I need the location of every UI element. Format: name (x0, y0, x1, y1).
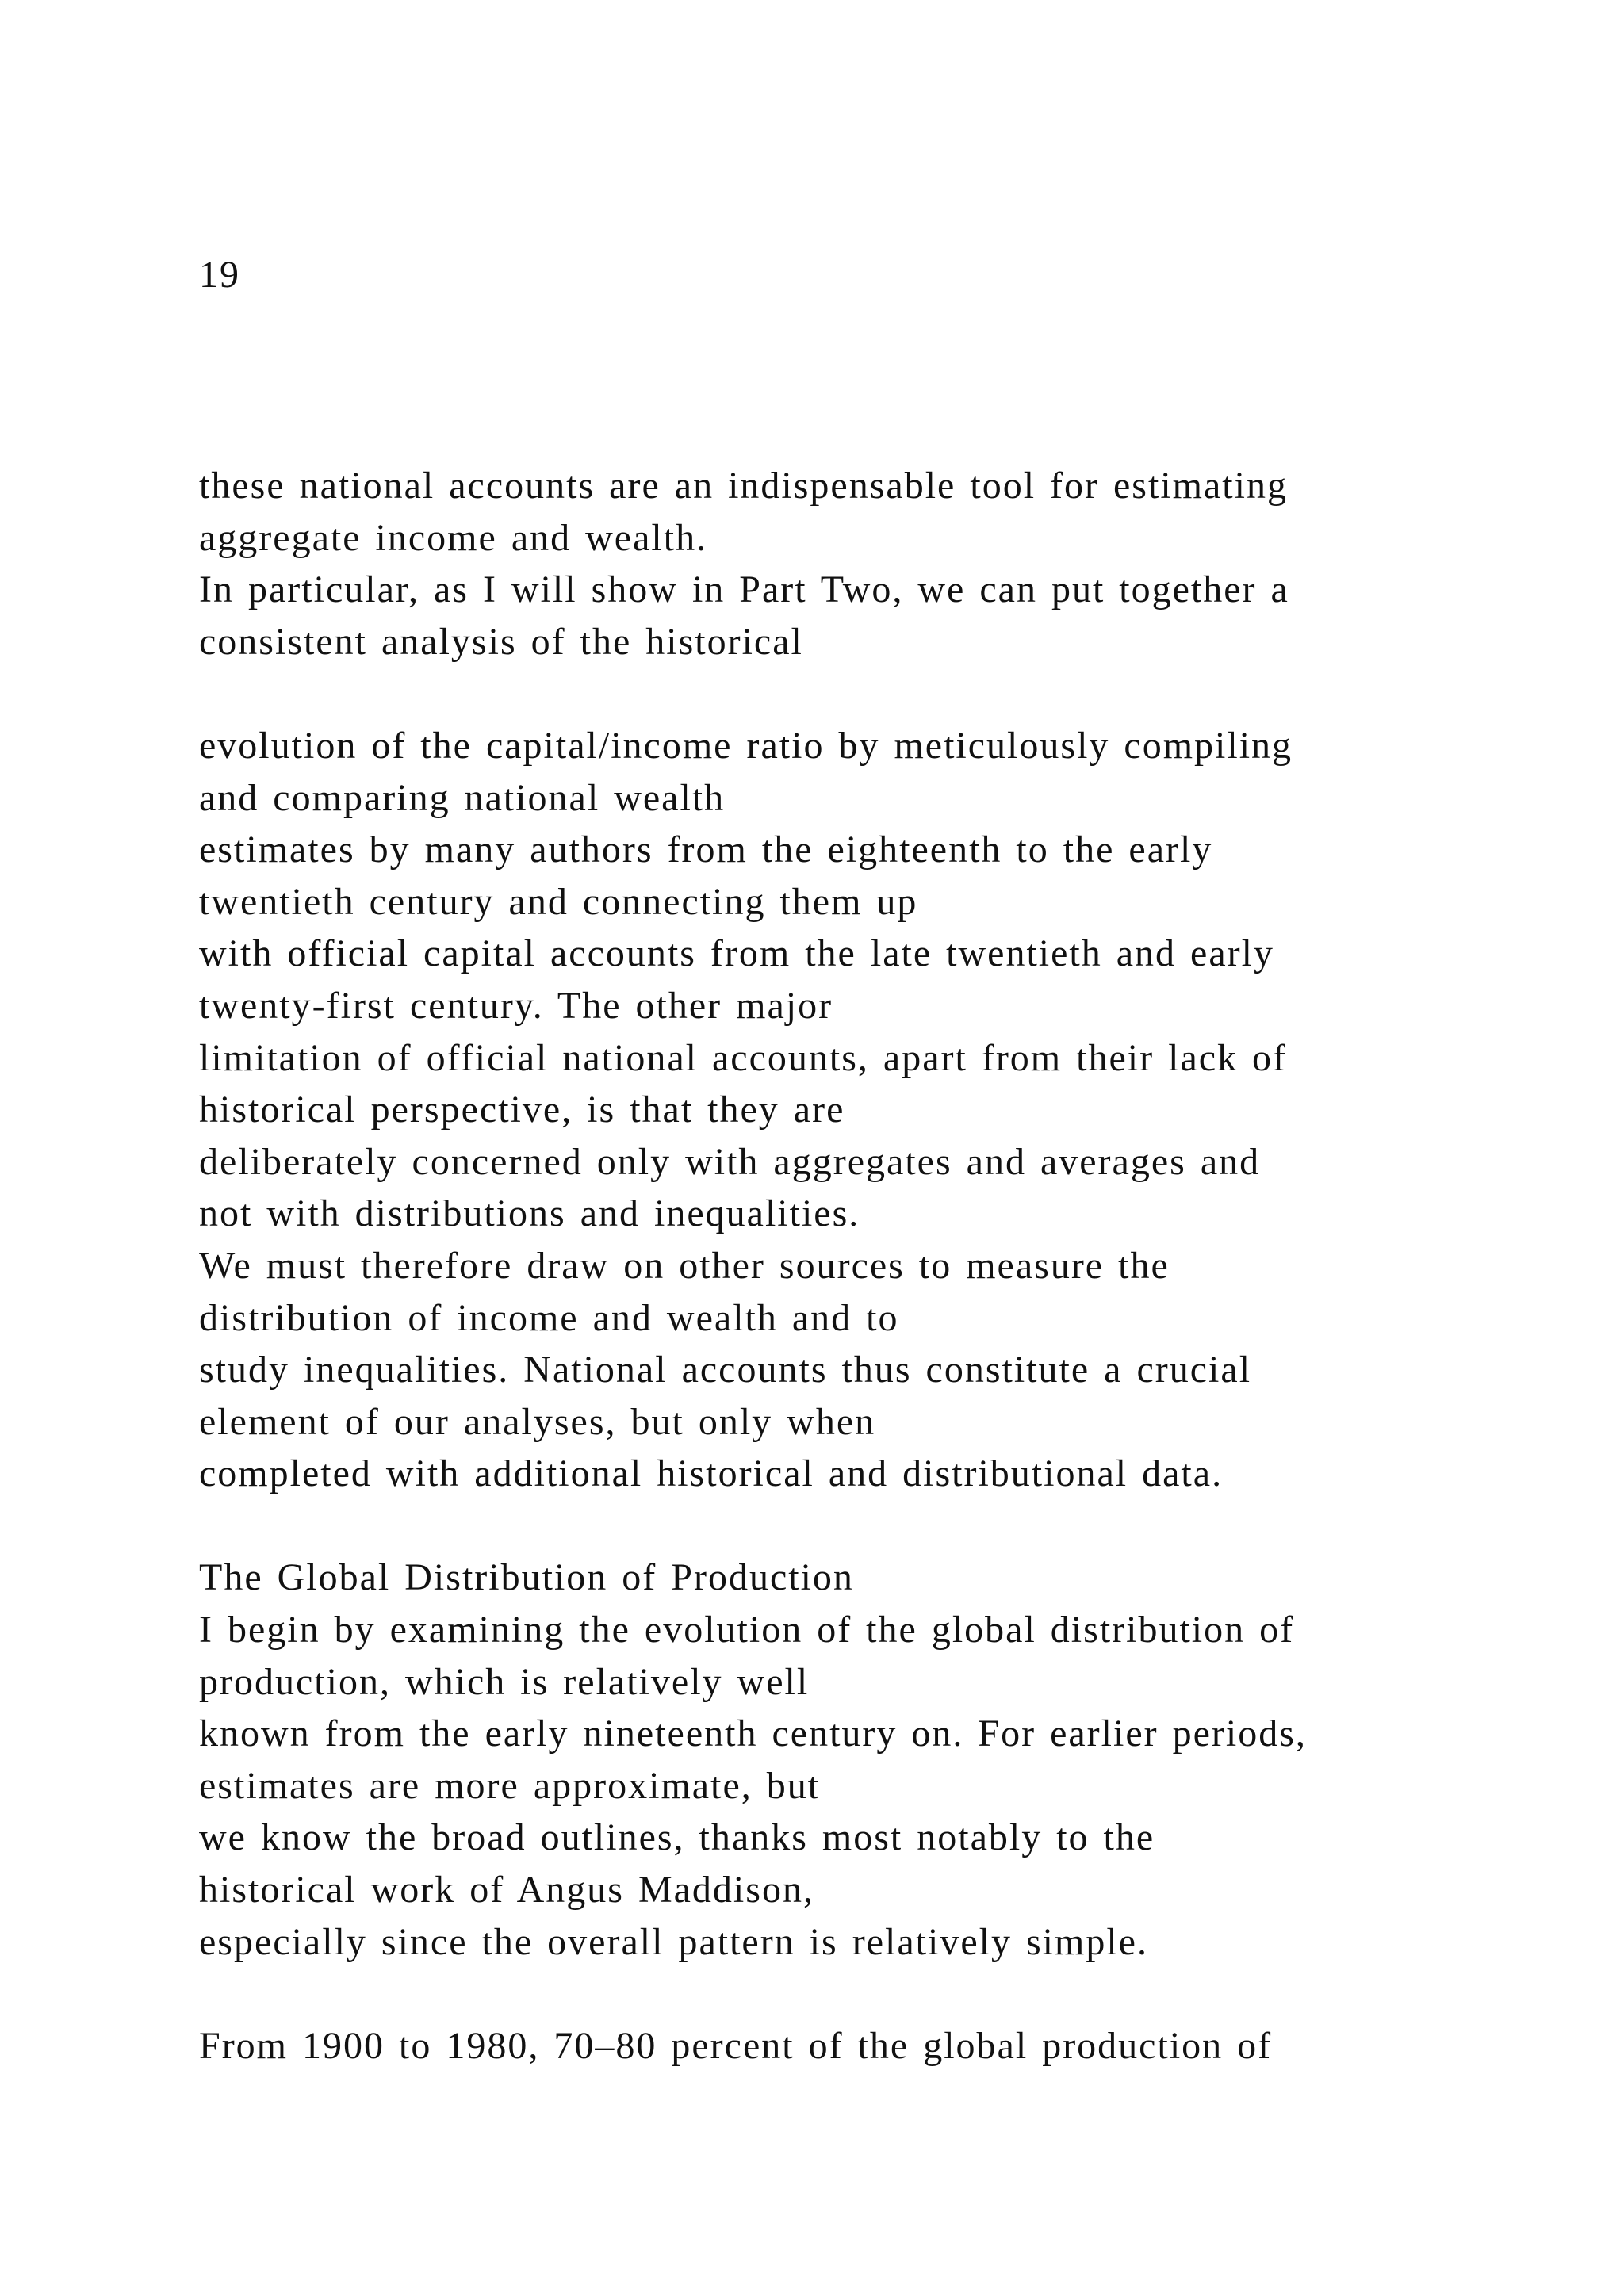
text-line: and comparing national wealth (199, 776, 726, 819)
text-line: we know the broad outlines, thanks most notably to the (199, 1816, 1155, 1859)
blank-line (199, 1500, 1595, 1552)
body-text (199, 460, 1595, 2072)
text-line: completed with additional historical and distributional data. (199, 1452, 1224, 1495)
text-line: We must therefore draw on other sources to measure the (199, 1244, 1170, 1287)
text-line: twentieth century and connecting them up (199, 880, 918, 923)
text-line: twenty-first century. The other major (199, 984, 833, 1027)
text-line: study inequalities. National accounts thus constitute a crucial (199, 1349, 1252, 1391)
text-line: limitation of official national accounts, apart from their lack of (199, 1036, 1288, 1079)
text-line: evolution of the capital/income ratio by meticulously compiling (199, 724, 1293, 767)
text-line: known from the early nineteenth century on. For earlier periods, (199, 1712, 1307, 1755)
text-line: In particular, as I will show in Part Two, we can put together a (199, 568, 1289, 611)
text-line: distribution of income and wealth and to (199, 1296, 899, 1339)
text-line: production, which is relatively well (199, 1660, 810, 1703)
blank-line (199, 1968, 1595, 2020)
text-line: I begin by examining the evolution of the global distribution of (199, 1609, 1295, 1651)
page-number: 19 (199, 254, 240, 296)
text-line: not with distributions and inequalities. (199, 1192, 860, 1235)
text-line: these national accounts are an indispensable tool for estimating (199, 465, 1288, 507)
text-line: element of our analyses, but only when (199, 1400, 876, 1443)
text-line: estimates are more approximate, but (199, 1764, 821, 1807)
text-line: especially since the overall pattern is relatively simple. (199, 1920, 1148, 1963)
text-line: with official capital accounts from the late twentieth and early (199, 932, 1274, 975)
text-line: aggregate income and wealth. (199, 516, 708, 559)
text-line: historical work of Angus Maddison, (199, 1869, 814, 1911)
blank-line (199, 668, 1595, 720)
text-line: consistent analysis of the historical (199, 620, 803, 663)
text-line: From 1900 to 1980, 70–80 percent of the global production of (199, 2024, 1273, 2067)
section-heading: The Global Distribution of Production (199, 1556, 854, 1599)
text-line: estimates by many authors from the eighteenth to the early (199, 828, 1213, 871)
text-line: historical perspective, is that they are (199, 1089, 845, 1131)
text-line: deliberately concerned only with aggregates and averages and (199, 1140, 1261, 1183)
